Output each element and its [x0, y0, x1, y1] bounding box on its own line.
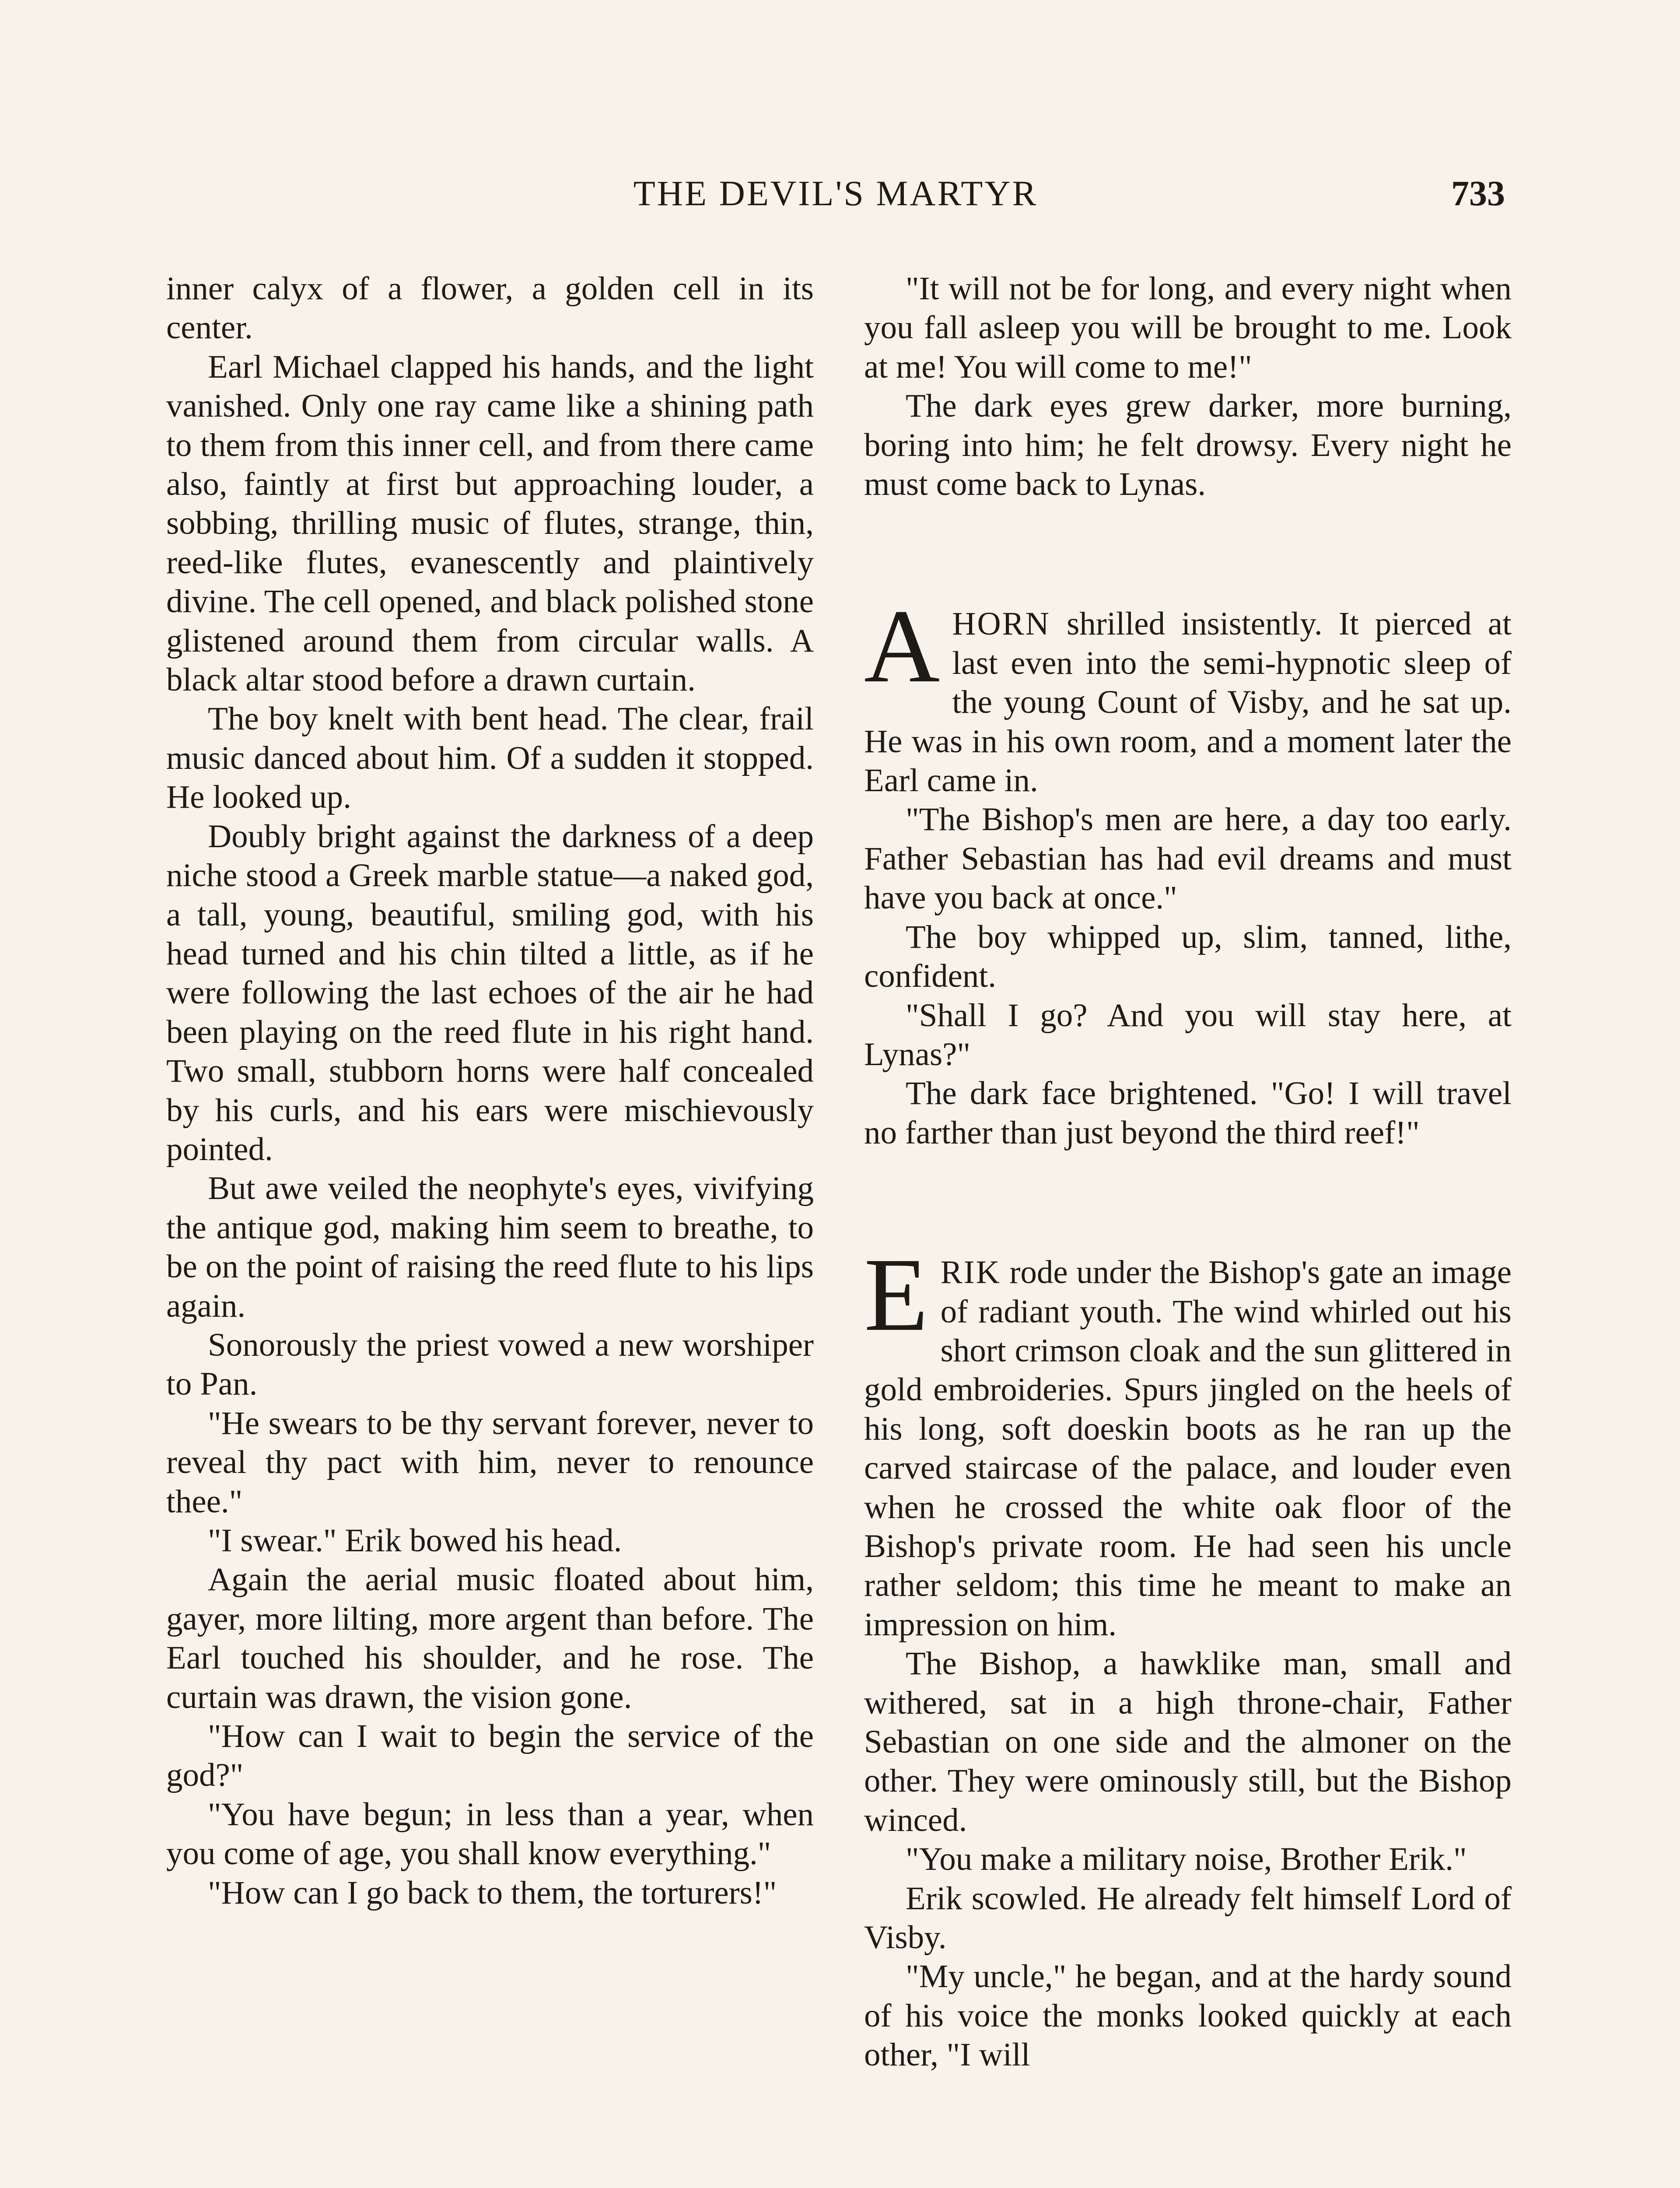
paragraph: "How can I go back to them, the torturers!" [208, 1874, 777, 1911]
small-caps-lead: HORN [952, 606, 1050, 642]
paragraph: Erik scowled. He already felt himself Lord of Visby. [864, 1880, 1512, 1956]
section-opening-paragraph [864, 1236, 1512, 1644]
paragraph: The Bishop, a hawklike man, small and withered, sat in a high throne-chair, Father Sebastian on one side and the almoner on the other. They were ominously still, but the Bishop winced. [864, 1645, 1512, 1838]
paragraph: "You make a military noise, Brother Erik." [906, 1841, 1467, 1878]
left-column [166, 269, 814, 1912]
paragraph-rest: shrilled insistently. It pierced at last even into the semi-hypnotic sleep of the young Count of Visby, and he sat up. He was in his own room, and a moment later the Earl came in. [864, 606, 1512, 799]
running-title: THE DEVIL'S MARTYR [633, 173, 1038, 213]
running-head [166, 173, 1505, 221]
paragraph-rest: rode under the Bishop's gate an image of radiant youth. The wind whirled out his short crimson cloak and the sun glittered in gold embroideries. Spurs jingled on the heels of his long, soft doeskin boots as he ran up the carved staircase of the palace, and louder even when he crossed the white oak floor of the Bishop's private room. He had seen his uncle rather seldom; this time he meant to make an impression on him. [864, 1254, 1512, 1643]
right-column [864, 269, 1512, 2075]
section-break [864, 1152, 1512, 1253]
paragraph: The boy whipped up, slim, tanned, lithe, confident. [864, 919, 1512, 995]
paragraph: "I swear." Erik bowed his head. [208, 1522, 622, 1559]
section-opening-paragraph [864, 588, 1512, 800]
paragraph: "How can I wait to begin the service of the god?" [166, 1718, 814, 1794]
paragraph: Doubly bright against the darkness of a deep niche stood a Greek marble statue—a naked god, a tall, young, beautiful, smiling god, with his head turned and his chin tilted a little, as if he were following the last echoes of the air he had been playing on the reed flute in his right hand. Two small, stubborn horns were half concealed by his curls, and his ears were mischievously pointed. [166, 818, 814, 1168]
paragraph: "The Bishop's men are here, a day too early. Father Sebastian has had evil dreams and must have you back at once." [864, 801, 1512, 916]
drop-cap: A [864, 588, 940, 705]
paragraph: "You have begun; in less than a year, when you come of age, you shall know everything." [166, 1796, 814, 1872]
paragraph: Again the aerial music floated about him, gayer, more lilting, more argent than before. The Earl touched his shoulder, and he rose. The curtain was drawn, the vision gone. [166, 1561, 814, 1715]
section-break [864, 504, 1512, 604]
drop-cap: E [864, 1236, 928, 1353]
paragraph: "It will not be for long, and every night when you fall asleep you will be brought to me. Look at me! You will come to me!" [864, 270, 1512, 385]
paragraph: The boy knelt with bent head. The clear, frail music danced about him. Of a sudden it stopped. He looked up. [166, 701, 814, 816]
paragraph: But awe veiled the neophyte's eyes, vivifying the antique god, making him seem to breathe, to be on the point of raising the reed flute to his lips again. [166, 1170, 814, 1324]
paragraph: Sonorously the priest vowed a new worshiper to Pan. [166, 1326, 814, 1403]
paragraph: The dark eyes grew darker, more burning, boring into him; he felt drowsy. Every night he must come back to Lynas. [864, 388, 1512, 503]
paragraph: inner calyx of a flower, a golden cell in its center. [166, 270, 814, 346]
paragraph: "My uncle," he began, and at the hardy sound of his voice the monks looked quickly at each other, "I will [864, 1958, 1512, 2073]
paragraph: "Shall I go? And you will stay here, at Lynas?" [864, 997, 1512, 1073]
paragraph: The dark face brightened. "Go! I will travel no farther than just beyond the third reef!" [864, 1075, 1512, 1151]
small-caps-lead: RIK [940, 1254, 1001, 1291]
paragraph: "He swears to be thy servant forever, never to reveal thy pact with him, never to renounce thee." [166, 1405, 814, 1520]
page-number: 733 [1451, 173, 1505, 213]
paragraph: Earl Michael clapped his hands, and the light vanished. Only one ray came like a shining path to them from this inner cell, and from there came also, faintly at first but approaching louder, a sobbing, thrilling music of flutes, strange, thin, reed-like flutes, evanescently and plaintively divine. The cell opened, and black polished stone glistened around them from circular walls. A black altar stood before a drawn curtain. [166, 348, 814, 698]
